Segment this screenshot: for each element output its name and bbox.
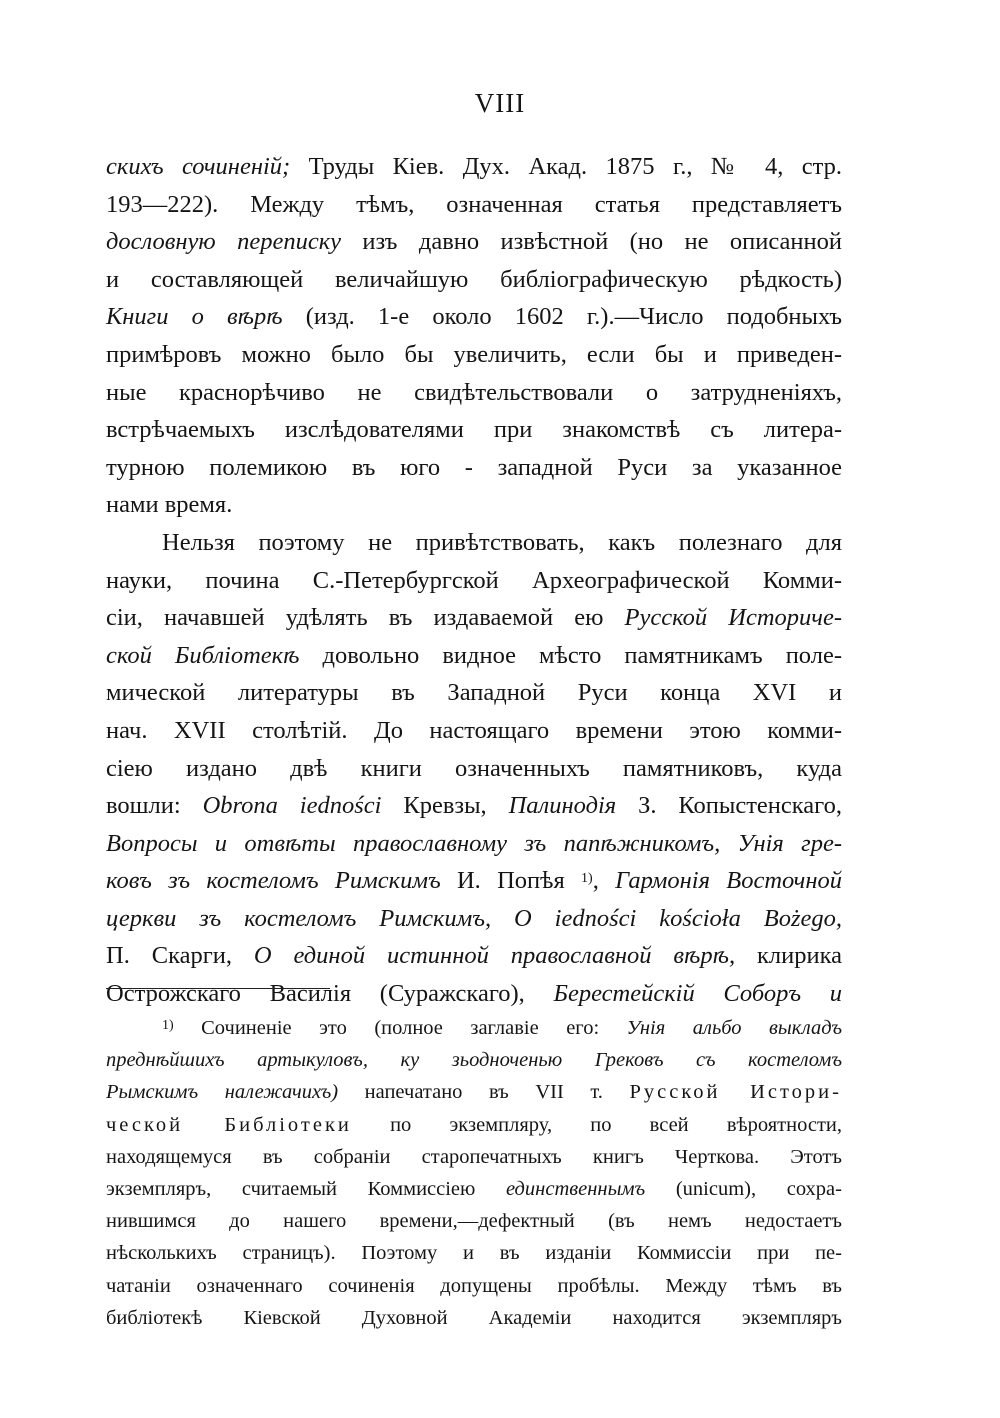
italic-emphasis: единственнымъ (505, 1177, 646, 1200)
footnote-line: нившимся до нашего времени,—дефектный (въ немъ недостаетъ (106, 1210, 842, 1233)
text-run: (изд. 1-е около 1602 г.).—Число подобныхъ (282, 303, 842, 331)
footnote-line: библіотекѣ Кіевской Духовной Академіи находится экземпляръ (106, 1306, 842, 1329)
italic-title: Берестейскій Соборъ и (553, 980, 842, 1008)
text-line: нач. XVII столѣтій. До настоящаго времени этою комми- (106, 716, 842, 744)
text-run: П. Скарги, (106, 942, 254, 970)
footnote-line (106, 1012, 842, 1044)
italic-title: ской Библіотекѣ (106, 641, 300, 669)
italic-title: Obrona iedności (202, 792, 382, 820)
text-line: и составляющей величайшую библіографическую рѣдкость) (106, 265, 842, 293)
text-run: клирика (735, 942, 842, 970)
italic-title: О единой истинной православной вѣрѣ, (253, 942, 736, 970)
text-run: вошли: (106, 792, 203, 820)
text-line (106, 599, 842, 637)
italic-title: Гармонія Восточной (615, 867, 842, 895)
text-line (106, 787, 842, 825)
text-line (106, 862, 842, 900)
text-run: напечатано въ VII т. (338, 1081, 630, 1104)
text-run: Кревзы, (381, 792, 509, 820)
italic-title: Рымскимъ належачихъ) (106, 1081, 339, 1104)
text-line: турною полемикою въ юго - западной Руси за указанное (106, 453, 842, 481)
footnote-line (106, 1044, 842, 1076)
italic-title: скихъ сочиненій; (106, 153, 291, 180)
text-line (106, 223, 842, 261)
text-run: экземпляръ, считаемый Коммиссіею (106, 1177, 506, 1200)
text-line (106, 148, 842, 186)
footnote-divider (106, 988, 330, 989)
italic-title: Палинодія (508, 792, 617, 820)
italic-title: ковъ зъ костеломъ Римскимъ (106, 867, 441, 895)
text-line (106, 900, 842, 938)
footnote-line (106, 1076, 842, 1108)
text-run: Сочиненіе это (полное заглавіе его: (173, 1017, 627, 1039)
footnote-line: нѣсколькихъ страницъ). Поэтому и въ изданіи Коммиссіи при пе- (106, 1242, 842, 1265)
text-run: Острожскаго Василія (Суражскаго), (106, 980, 554, 1008)
text-line (106, 975, 842, 1013)
main-text-block (106, 148, 842, 1013)
text-line: примѣровъ можно было бы увеличить, если бы и приведен- (106, 340, 842, 368)
text-run: Труды Кіев. Дух. Акад. 1875 г., № 4, стр. (290, 153, 842, 180)
italic-title: Вопросы и отвѣты православному зъ папѣжникомъ, Унія гре- (106, 829, 842, 857)
text-line (106, 298, 842, 336)
text-line: 193—222). Между тѣмъ, означенная статья представляетъ (106, 190, 842, 218)
spaced-title: Русской Истори- (629, 1081, 842, 1104)
text-line: науки, почина С.-Петербургской Археографической Комми- (106, 566, 842, 594)
footnote-line: находящемуся въ собраніи старопечатныхъ книгъ Черткова. Этотъ (106, 1145, 842, 1168)
text-run: изъ давно извѣстной (но не описанной (341, 228, 842, 256)
text-line: сіею издано двѣ книги означенныхъ памятниковъ, куда (106, 754, 842, 782)
spaced-title: ческой Библіотеки (106, 1113, 352, 1136)
text-line: встрѣчаемыхъ изслѣдователями при знакомствѣ съ литера- (106, 416, 842, 444)
text-run: (unicum), сохра- (645, 1177, 842, 1200)
text-line: ные краснорѣчиво не свидѣтельствовали о затрудненіяхъ, (106, 378, 842, 406)
paragraph-start-line: Нельзя поэтому не привѣтствовать, какъ полезнаго для (162, 528, 842, 556)
text-line (106, 937, 842, 975)
footnote-line (106, 1173, 842, 1205)
footnote-marker: 1) (162, 1018, 174, 1033)
text-run: , (592, 867, 616, 895)
text-run: сіи, начавшей удѣлять въ издаваемой ею (106, 604, 625, 632)
footnote-block (106, 1012, 842, 1334)
footnote-reference: 1) (581, 871, 593, 887)
text-run: И. Попѣя (440, 867, 582, 895)
footnote-line (106, 1109, 842, 1141)
italic-title: Русской Историче- (624, 604, 842, 632)
text-run: довольно видное мѣсто памятникамъ поле- (299, 641, 842, 669)
text-line: нами время. (106, 491, 233, 519)
footnote-line: чатаніи означеннаго сочиненія допущены пробѣлы. Между тѣмъ въ (106, 1274, 842, 1297)
italic-title: церкви зъ костеломъ Римскимъ, O iedności kościoła Bożego, (106, 904, 842, 932)
italic-emphasis: дословную переписку (106, 228, 342, 256)
text-line (106, 825, 842, 863)
text-run: З. Копыстенскаго, (616, 792, 842, 820)
italic-title: преднѣйшихъ артыкуловъ, ку зьодноченью Грековъ съ костеломъ (106, 1049, 842, 1072)
italic-title: Унія альбо выкладъ (626, 1017, 842, 1039)
page-number: VIII (474, 88, 526, 118)
text-line: мической литературы въ Западной Руси конца XVI и (106, 679, 842, 707)
italic-title: Книги о вѣрѣ (106, 303, 283, 331)
text-run: по экземпляру, по всей вѣроятности, (351, 1113, 843, 1136)
text-line (106, 637, 842, 675)
